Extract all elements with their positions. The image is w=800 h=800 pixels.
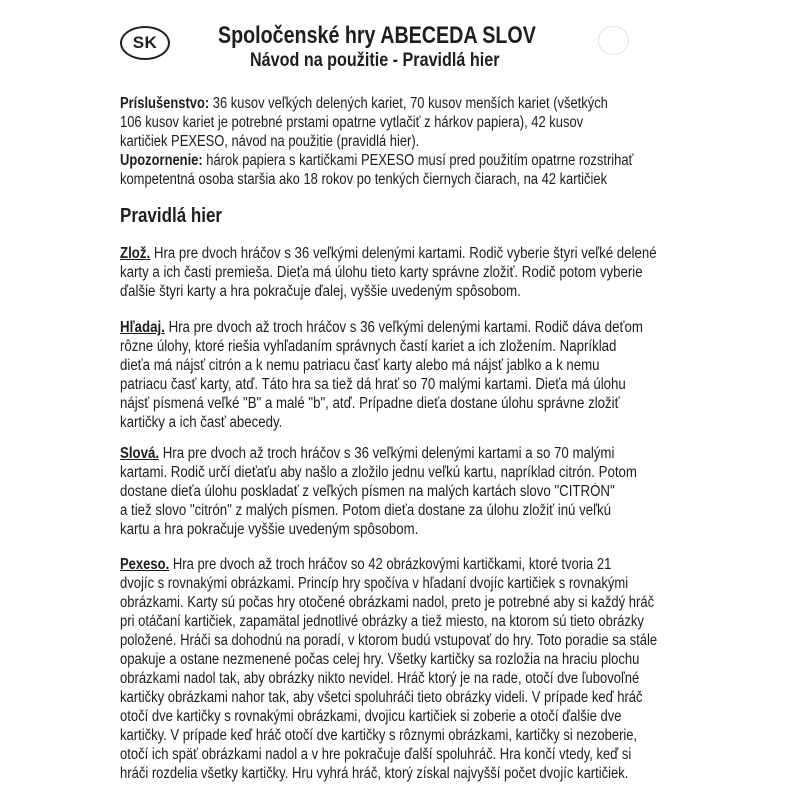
language-badge-label: SK — [132, 33, 158, 52]
section-line: dieťa má nájsť citrón a k nemu patriacu časť karty alebo má nájsť jablko a k nemu — [120, 357, 600, 374]
section-line: kartu a hra pokračuje vyššie uvedeným spôsobom. — [120, 521, 419, 538]
section-label-hladaj: Hľadaj. — [120, 319, 165, 336]
accessories-line: kartičiek PEXESO, návod na použitie (pravidlá hier). — [120, 133, 420, 150]
accessories-paragraph — [120, 94, 668, 189]
accessories-line: 106 kusov kariet je potrebné prstami opatrne vytlačiť z hárkov papiera), 42 kusov — [120, 114, 584, 131]
section-label-pexeso: Pexeso. — [120, 556, 170, 573]
section-line: patriacu časť karty, atď. Táto hra sa tiež dá hrať so 70 malými kartami. Dieťa má úlohu — [120, 376, 626, 393]
section-line: kartičky obrázkami nahor tak, aby všetci spoluhráči tieto obrázky videli. V prípade keď hráč — [120, 689, 643, 706]
section-line: kartičky. V prípade keď hráč otočí dve kartičky s rôznymi obrázkami, kartičky si nezoberie, — [120, 727, 638, 744]
section-line: kartičky a ich časť abecedy. — [120, 414, 283, 431]
section-line: nájsť písmená veľké "B" a malé "b", atď. Prípadne dieťa dostane úlohu správne zložiť — [120, 395, 620, 412]
section-line: Zlož. Hra pre dvoch hráčov s 36 veľkými delenými kartami. Rodič vyberie štyri veľké delené — [120, 245, 657, 262]
section-line: položené. Hráči sa dohodnú na poradí, v ktorom budú vstupovať do hry. Toto poradie sa stále — [120, 632, 658, 649]
section-line: rôzne úlohy, ktoré riešia vyhľadaním správnych častí kariet a ich zložením. Napríklad — [120, 338, 617, 355]
show-through-badge — [598, 26, 629, 55]
section-line: Hľadaj. Hra pre dvoch až troch hráčov s 36 veľkými delenými kartami. Rodič dáva deťom — [120, 319, 643, 336]
section-line: kartami. Rodič určí dieťaťu aby našlo a zložilo jednu veľkú kartu, napríklad citrón. Potom — [120, 464, 637, 481]
section-line: Slová. Hra pre dvoch až troch hráčov s 36 veľkými delenými kartami a so 70 malými — [120, 445, 615, 462]
language-badge — [120, 26, 170, 60]
section-pexeso — [120, 555, 668, 783]
accessories-label: Príslušenstvo: — [120, 95, 210, 112]
section-line: dostane dieťa úlohu poskladať z veľkých písmen na malých kartách slovo "CITRÓN" — [120, 483, 615, 500]
section-line: Pexeso. Hra pre dvoch až troch hráčov so 42 obrázkovými kartičkami, ktoré tvoria 21 — [120, 556, 612, 573]
warning-line: Upozornenie: hárok papiera s kartičkami PEXESO musí pred použitím opatrne rozstrihať — [120, 152, 634, 169]
section-slova — [120, 444, 668, 539]
section-line: ďalšie štyri karty a hra pokračuje ďalej, vyššie uvedeným spôsobom. — [120, 283, 521, 300]
section-line: hráči rozdelia všetky kartičky. Hru vyhrá hráč, ktorý získal najvyšší počet dvojíc kartičiek. — [120, 765, 629, 782]
section-line: obrázkami. Karty sú počas hry otočené obrázkami nadol, preto je potrebné aby si každý hráč — [120, 594, 655, 611]
warning-label: Upozornenie: — [120, 152, 203, 169]
section-line: pri otáčaní kartičiek, zapamätal jednotlivé obrázky a tiež miesto, na ktorom sú tieto obrázky — [120, 613, 644, 630]
section-line: obrázkami nadol tak, aby obrázky nikto nevidel. Hráč ktorý je na rade, otočí dve ľubovoľné — [120, 670, 640, 687]
section-label-zloz: Zlož. — [120, 245, 151, 262]
section-line: otočí ich späť obrázkami nadol a v hre pokračuje ďalší spoluhráč. Hra končí vtedy, keď si — [120, 746, 632, 763]
section-line: karty a ich časti premieša. Dieťa má úlohu tieto karty správne zložiť. Rodič potom vyberie — [120, 264, 643, 281]
section-zloz — [120, 244, 668, 301]
section-line: a tiež slovo "citrón" z malých písmen. Potom dieťa dostane za úlohu zložiť inú veľkú — [120, 502, 611, 519]
section-line: opakuje a ostane nezmenené počas celej hry. Všetky kartičky sa rozložia na hraciu plochu — [120, 651, 640, 668]
accessories-line: Príslušenstvo: 36 kusov veľkých delených kariet, 70 kusov menších kariet (všetkých — [120, 95, 608, 112]
section-line: dvojíc s rovnakými obrázkami. Princíp hry spočíva v hľadaní dvojíc kartičiek s rovnakými — [120, 575, 629, 592]
section-label-slova: Slová. — [120, 445, 160, 462]
page-subtitle: Návod na použitie - Pravidlá hier — [250, 50, 500, 71]
section-line: otočí dve kartičky s rovnakými obrázkami, dvojicu kartičiek si zoberie a otočí ďalšie dve — [120, 708, 622, 725]
page-title: Spoločenské hry ABECEDA SLOV — [218, 22, 536, 49]
rules-heading: Pravidlá hier — [120, 205, 223, 227]
warning-line: kompetentná osoba staršia ako 18 rokov po tenkých čiernych čiarach, na 42 kartičiek — [120, 171, 608, 188]
section-hladaj — [120, 318, 668, 432]
